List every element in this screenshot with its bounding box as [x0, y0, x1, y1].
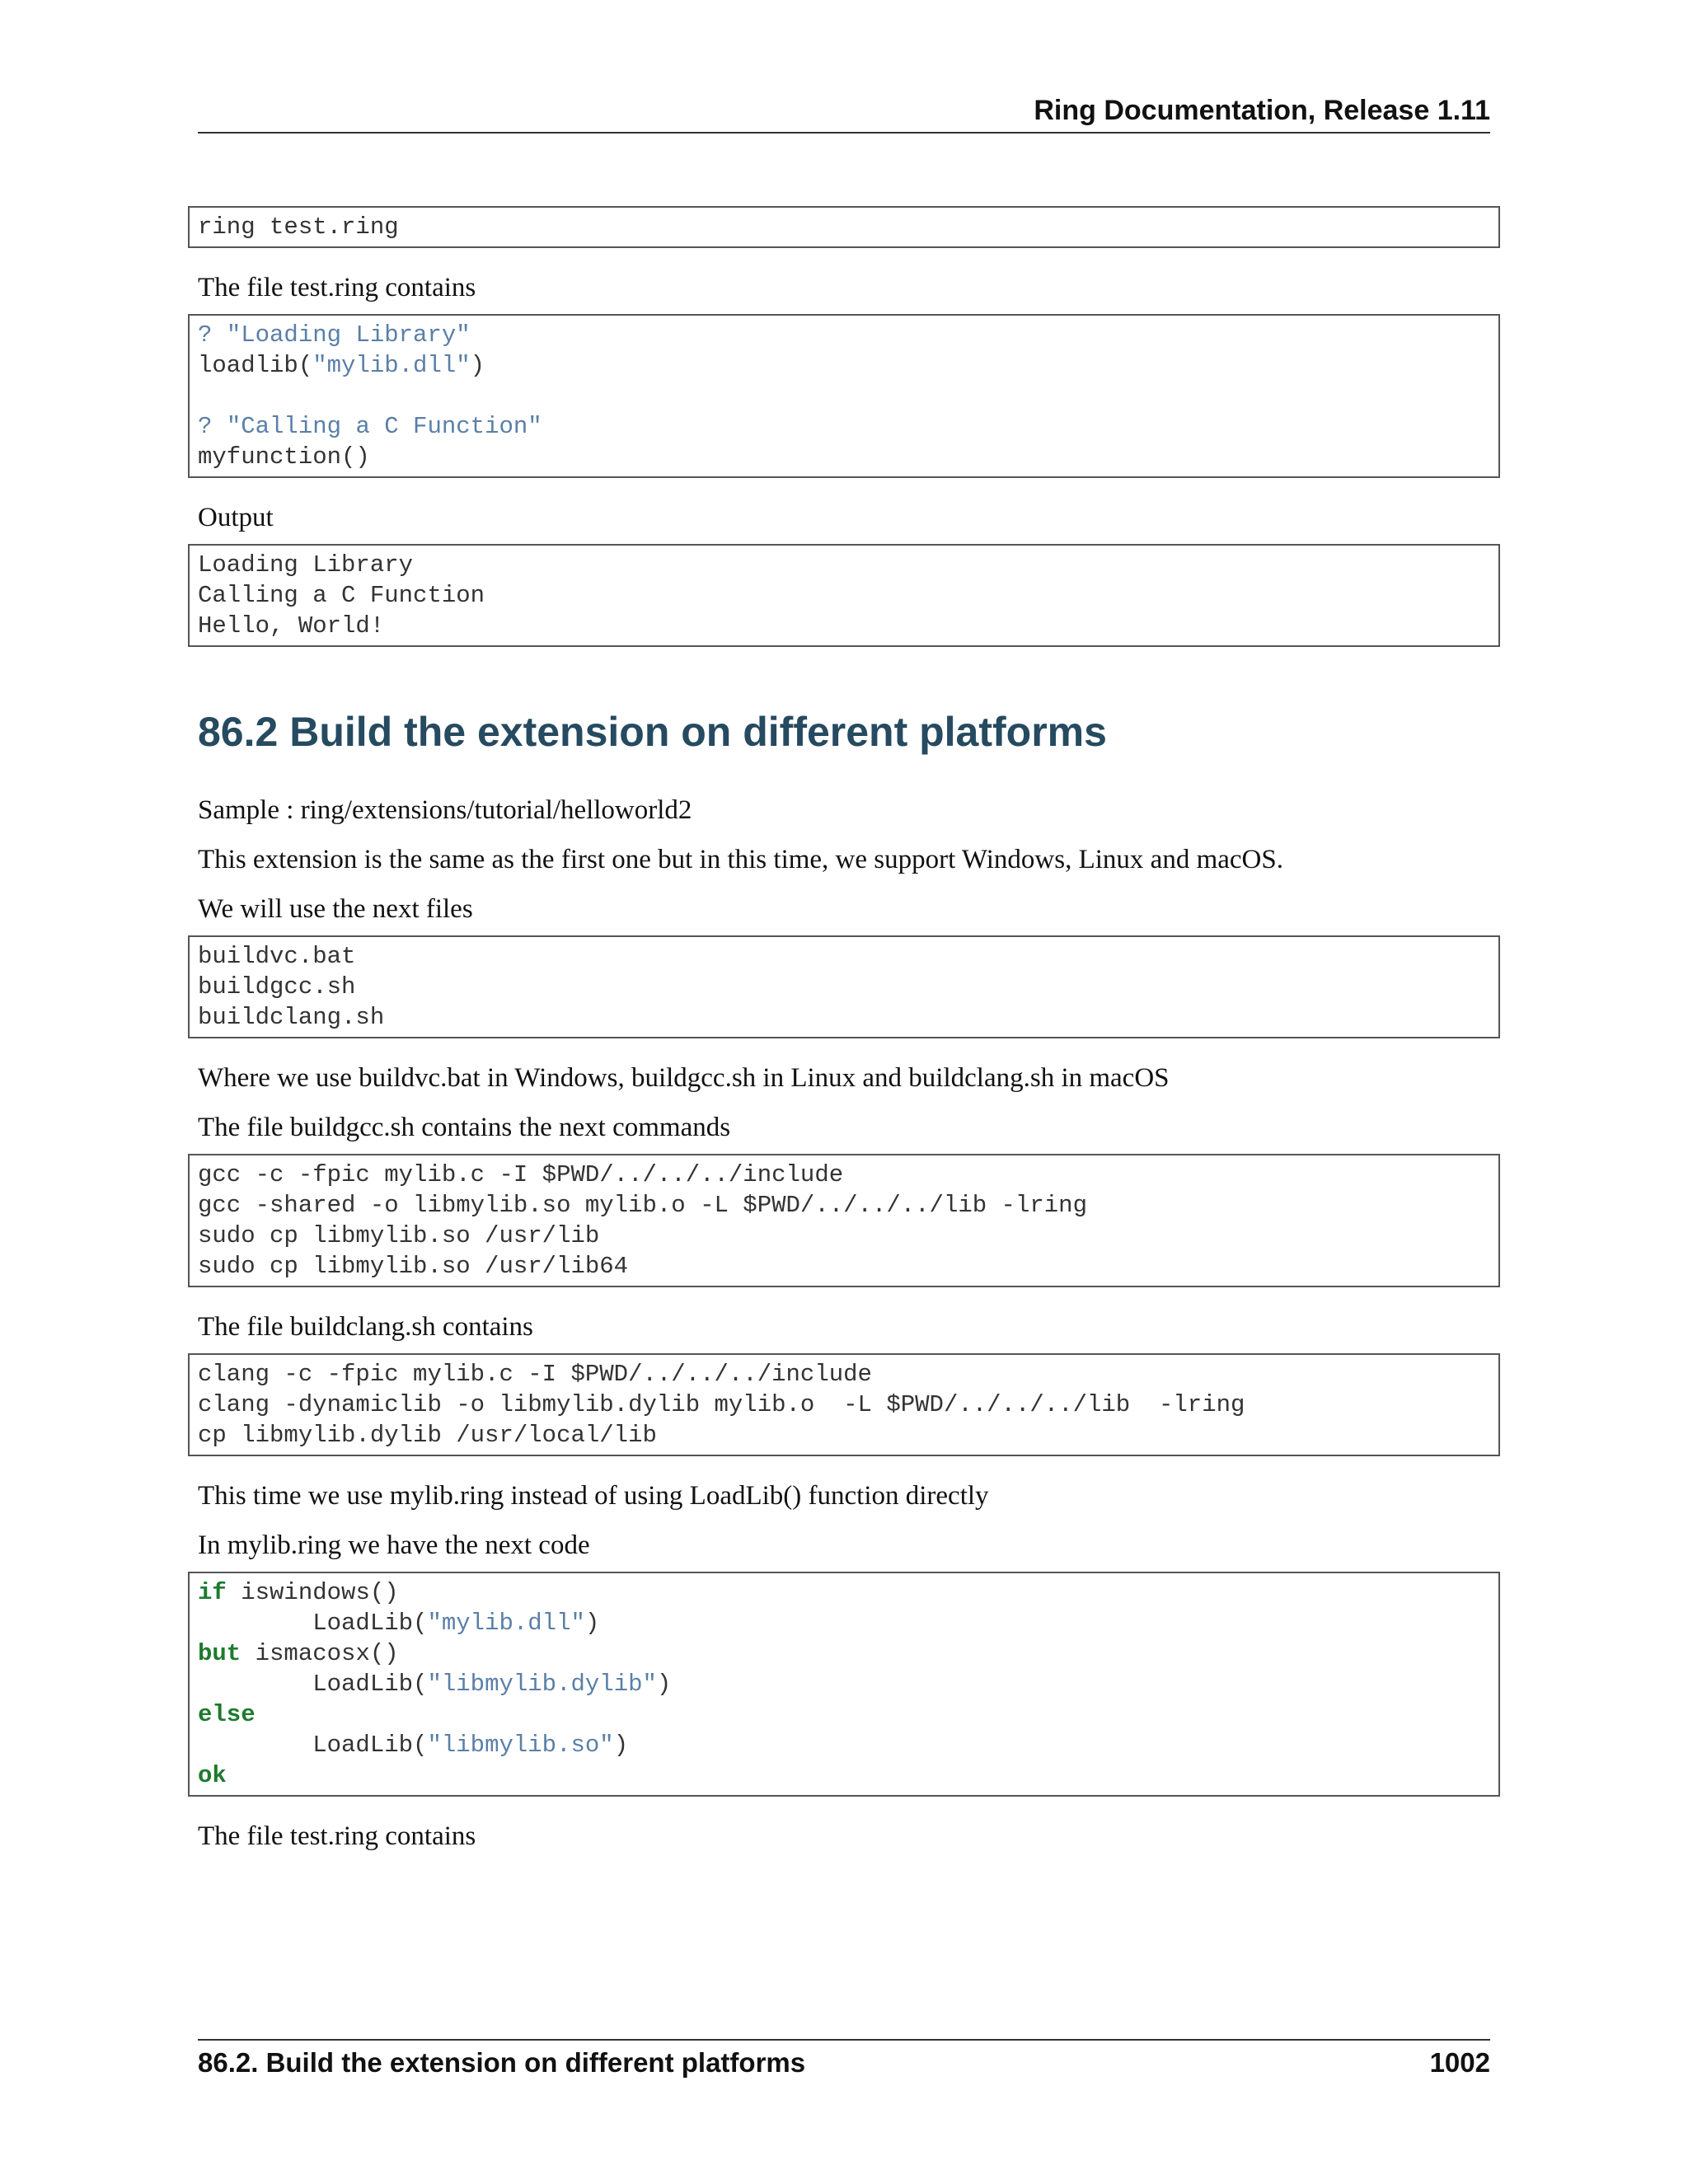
code-line: buildclang.sh [198, 1004, 385, 1031]
header-title: Ring Documentation, Release 1.11 [1034, 95, 1490, 126]
code-line [198, 411, 1490, 442]
code-string: ? [198, 413, 227, 440]
code-line [198, 442, 1490, 472]
code-line: clang -c -fpic mylib.c -I $PWD/../../../include [198, 1361, 872, 1388]
paragraph-same-extension: This extension is the same as the first one but in this time, we support Windows, Linux and macOS. [198, 845, 1283, 874]
code-text: myfunction() [198, 443, 370, 471]
code-block-buildgcc [188, 1154, 1500, 1287]
code-line [198, 1760, 1490, 1791]
code-line [198, 1577, 1490, 1608]
code-text: LoadLib( [198, 1671, 428, 1698]
paragraph-buildgcc: The file buildgcc.sh contains the next commands [198, 1113, 731, 1142]
page-header [198, 89, 1490, 134]
code-line: sudo cp libmylib.so /usr/lib [198, 1222, 600, 1249]
code-line: gcc -c -fpic mylib.c -I $PWD/../../../include [198, 1161, 844, 1188]
paragraph-output: Output [198, 503, 274, 532]
code-block-test-ring-1 [188, 314, 1500, 478]
code-block-file-list [188, 935, 1500, 1038]
code-string: "mylib.dll" [312, 352, 471, 379]
footer-page-number: 1002 [1429, 2047, 1490, 2078]
paragraph-buildclang: The file buildclang.sh contains [198, 1312, 533, 1342]
paragraph-test-contains-1: The file test.ring contains [198, 273, 476, 302]
paragraph-next-files: We will use the next files [198, 894, 473, 924]
code-block-buildclang [188, 1353, 1500, 1456]
code-line [198, 1699, 1490, 1730]
code-text: loadlib( [198, 352, 313, 379]
code-line [198, 1669, 1490, 1699]
code-text: LoadLib( [198, 1610, 428, 1637]
code-text: ismacosx() [241, 1640, 399, 1667]
code-line [198, 350, 1490, 381]
code-line: Calling a C Function [198, 582, 485, 609]
footer-section-title: 86.2. Build the extension on different platforms [198, 2047, 806, 2078]
code-line: cp libmylib.dylib /usr/local/lib [198, 1422, 657, 1449]
code-text: ) [613, 1732, 629, 1759]
code-text: iswindows() [226, 1579, 399, 1606]
code-keyword: else [198, 1701, 256, 1728]
code-line [198, 1608, 1490, 1638]
code-line: gcc -shared -o libmylib.so mylib.o -L $PWD/../../../lib -lring [198, 1192, 1087, 1219]
code-line: Hello, World! [198, 612, 385, 640]
code-text: ) [656, 1671, 672, 1698]
code-string: "Calling a C Function" [226, 413, 542, 440]
code-string: "libmylib.so" [427, 1732, 614, 1759]
code-keyword: but [198, 1640, 241, 1667]
code-line: buildgcc.sh [198, 973, 356, 1001]
code-line [198, 320, 1490, 350]
code-text: LoadLib( [198, 1732, 428, 1759]
code-line: ring test.ring [198, 213, 399, 241]
code-keyword: if [198, 1579, 227, 1606]
code-block-output [188, 544, 1500, 647]
code-block-mylib-ring [188, 1572, 1500, 1797]
paragraph-test-contains-2: The file test.ring contains [198, 1821, 476, 1851]
code-line: clang -dynamiclib -o libmylib.dylib mylib.o -L $PWD/../../../lib -lring [198, 1391, 1245, 1418]
code-line: Loading Library [198, 551, 414, 579]
code-line [198, 1730, 1490, 1760]
code-text: ) [584, 1610, 600, 1637]
code-string: "Loading Library" [226, 321, 471, 349]
code-string: "libmylib.dylib" [427, 1671, 657, 1698]
code-string: "mylib.dll" [427, 1610, 585, 1637]
code-keyword: ok [198, 1762, 227, 1789]
section-heading: 86.2 Build the extension on different platforms [198, 709, 1107, 755]
page-footer [198, 2039, 1490, 2079]
code-string: ? [198, 321, 227, 349]
paragraph-this-time: This time we use mylib.ring instead of using LoadLib() function directly [198, 1481, 989, 1511]
code-line [198, 1638, 1490, 1669]
code-block-run-command [188, 206, 1500, 248]
paragraph-sample-path: Sample : ring/extensions/tutorial/helloworld2 [198, 795, 692, 825]
code-line: buildvc.bat [198, 943, 356, 970]
code-line [198, 381, 1490, 411]
code-line: sudo cp libmylib.so /usr/lib64 [198, 1253, 629, 1280]
paragraph-in-mylib: In mylib.ring we have the next code [198, 1530, 590, 1560]
paragraph-where-used: Where we use buildvc.bat in Windows, buildgcc.sh in Linux and buildclang.sh in macOS [198, 1063, 1170, 1093]
page-content [188, 206, 1500, 1853]
code-text: ) [470, 352, 485, 379]
